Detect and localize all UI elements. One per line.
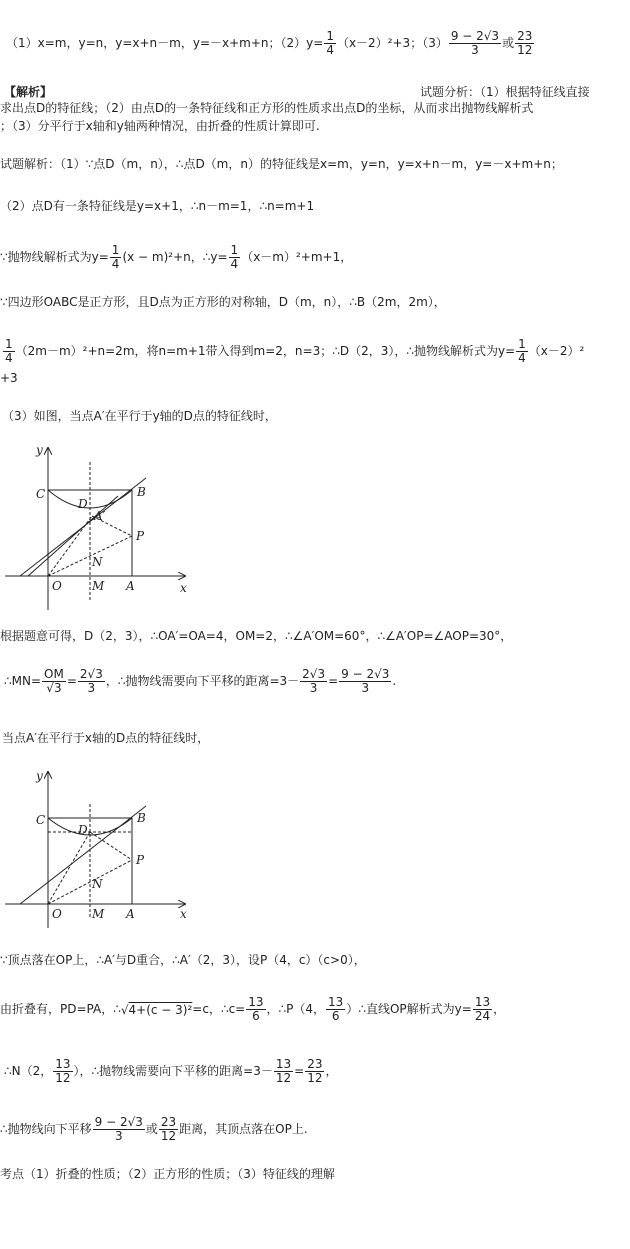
svg-text:y: y — [36, 443, 43, 457]
fraction: $\frac{2√3}{3}$ — [302, 667, 326, 695]
solution-line-12: ∴N（2， $\frac{13}{12}$ ），∴抛物线需要向下平移的距离=3－ $\frac{13}{12}$ = $\frac{23}{12}$ ， — [4, 1057, 338, 1085]
fraction: $\frac{13}{12}$ — [275, 1057, 292, 1085]
svg-text:x: x — [180, 581, 187, 595]
analysis-line-3: ；（3）分平行于x轴和y轴两种情况，由折叠的性质计算即可. — [0, 119, 320, 133]
solution-line-13: ∴抛物线向下平移 $\frac{9 - 2√3}{3}$ 或 $\frac{23}{12}$ 距离，其顶点落在OP上. — [0, 1115, 308, 1143]
svg-text:C: C — [36, 487, 46, 501]
fraction: $\frac{OM}{√3}$ — [44, 667, 64, 695]
fraction: $\frac{23}{12}$ — [307, 1057, 323, 1085]
analysis-right: 试题分析：（1）根据特征线直接 — [420, 85, 590, 99]
solution-line-5: $\frac{1}{4}$ （2m－m）²+n=2m，将n=m+1带入得到m=2，n=3；∴D（2，3），∴抛物线解析式为y= $\frac{1}{4}$ （x－2）² — [5, 337, 585, 365]
solution-line-3: ∵抛物线解析式为y= $\frac{1}{4}$ (x − m)²+n，∴y= $\frac{1}{4}$ （x－m）²+m+1， — [0, 243, 353, 271]
fraction: $\frac{1}{4}$ — [518, 337, 526, 365]
fraction: $\frac{1}{4}$ — [5, 337, 13, 365]
svg-text:y: y — [36, 769, 43, 783]
answer-line: （1）x=m，y=n，y=x+n－m，y=－x+m+n；（2）y= $\frac{1}{4}$ （x－2）²+3；（3） $\frac{9 - 2√3}{3}$ 或 $\frac{23}{12}$ — [6, 29, 533, 57]
fraction: $\frac{9 - 2√3}{3}$ — [341, 667, 390, 695]
svg-text:D: D — [78, 823, 88, 837]
svg-text:x: x — [180, 907, 187, 921]
fraction: $\frac{13}{6}$ — [248, 995, 264, 1023]
svg-text:P: P — [136, 853, 145, 867]
figure-2 — [0, 768, 200, 938]
figure-1 — [0, 440, 200, 620]
solution-line-5b: +3 — [0, 371, 18, 385]
solution-line-7: 根据题意可得，D（2，3），∴OA′=OA=4，OM=2，∴∠A′OM=60°，∴∠A′OP=∠AOP=30°， — [0, 629, 513, 643]
svg-text:N: N — [92, 555, 103, 569]
fraction: $\frac{23}{12}$ — [517, 29, 533, 57]
svg-text:A′: A′ — [94, 509, 106, 523]
solution-line-8: ∴MN= $\frac{OM}{√3}$ = $\frac{2√3}{3}$ ，∴抛物线需要向下平移的距离=3－ $\frac{2√3}{3}$ = $\frac{9 - 2√3}{3}$ . — [4, 667, 397, 695]
svg-text:M: M — [92, 579, 105, 593]
svg-text:O: O — [52, 907, 62, 921]
svg-text:B: B — [137, 485, 146, 499]
solution-line-2: （2）点D有一条特征线是y=x+1，∴n－m=1，∴n=m+1 — [0, 199, 315, 213]
fraction: $\frac{13}{12}$ — [55, 1057, 71, 1085]
fraction: $\frac{13}{24}$ — [474, 995, 491, 1023]
solution-line-9: 当点A′在平行于x轴的D点的特征线时， — [2, 731, 210, 745]
analysis-line-2: 求出点D的特征线；（2）由点D的一条特征线和正方形的性质求出点D的坐标，从而求出抛物线解析式 — [0, 101, 534, 115]
svg-text:D: D — [78, 497, 88, 511]
solution-line-10: ∵顶点落在OP上，∴A′与D重合，∴A′（2，3），设P（4，c）（c>0）， — [0, 953, 366, 967]
solution-line-11: 由折叠有，PD=PA，∴√4+(c − 3)²=c，∴c= $\frac{13}{6}$ ，∴P（4， $\frac{13}{6}$ ）∴直线OP解析式为y= $\frac{13}{24}$ ， — [0, 995, 506, 1023]
kaodian-line: 考点（1）折叠的性质；（2）正方形的性质；（3）特征线的理解 — [0, 1167, 335, 1181]
solution-line-4: ∵四边形OABC是正方形，且D点为正方形的对称轴，D（m，n），∴B（2m，2m）， — [0, 295, 446, 309]
svg-text:O: O — [52, 579, 62, 593]
solution-line-6: （3）如图，当点A′在平行于y轴的D点的特征线时， — [2, 409, 277, 423]
fraction: $\frac{2√3}{3}$ — [79, 667, 103, 695]
svg-text:C: C — [36, 813, 46, 827]
svg-text:A: A — [126, 579, 135, 593]
solution-line-1: 试题解析：（1）∵点D（m，n），∴点D（m，n）的特征线是x=m，y=n，y=x+n－m，y=－x+m+n； — [0, 157, 563, 171]
analysis-tag: 【解析】 — [4, 85, 53, 99]
fraction: $\frac{1}{4}$ — [111, 243, 120, 271]
svg-text:N: N — [92, 877, 103, 891]
svg-text:P: P — [136, 529, 145, 543]
fraction: $\frac{9 - 2√3}{3}$ — [94, 1115, 143, 1143]
fraction: $\frac{13}{6}$ — [328, 995, 344, 1023]
fraction: $\frac{1}{4}$ — [230, 243, 239, 271]
svg-text:M: M — [92, 907, 105, 921]
svg-text:A: A — [126, 907, 135, 921]
fraction: $\frac{23}{12}$ — [160, 1115, 177, 1143]
fraction: $\frac{9 - 2√3}{3}$ — [450, 29, 500, 57]
svg-text:B: B — [137, 811, 146, 825]
fraction: $\frac{1}{4}$ — [326, 29, 334, 57]
